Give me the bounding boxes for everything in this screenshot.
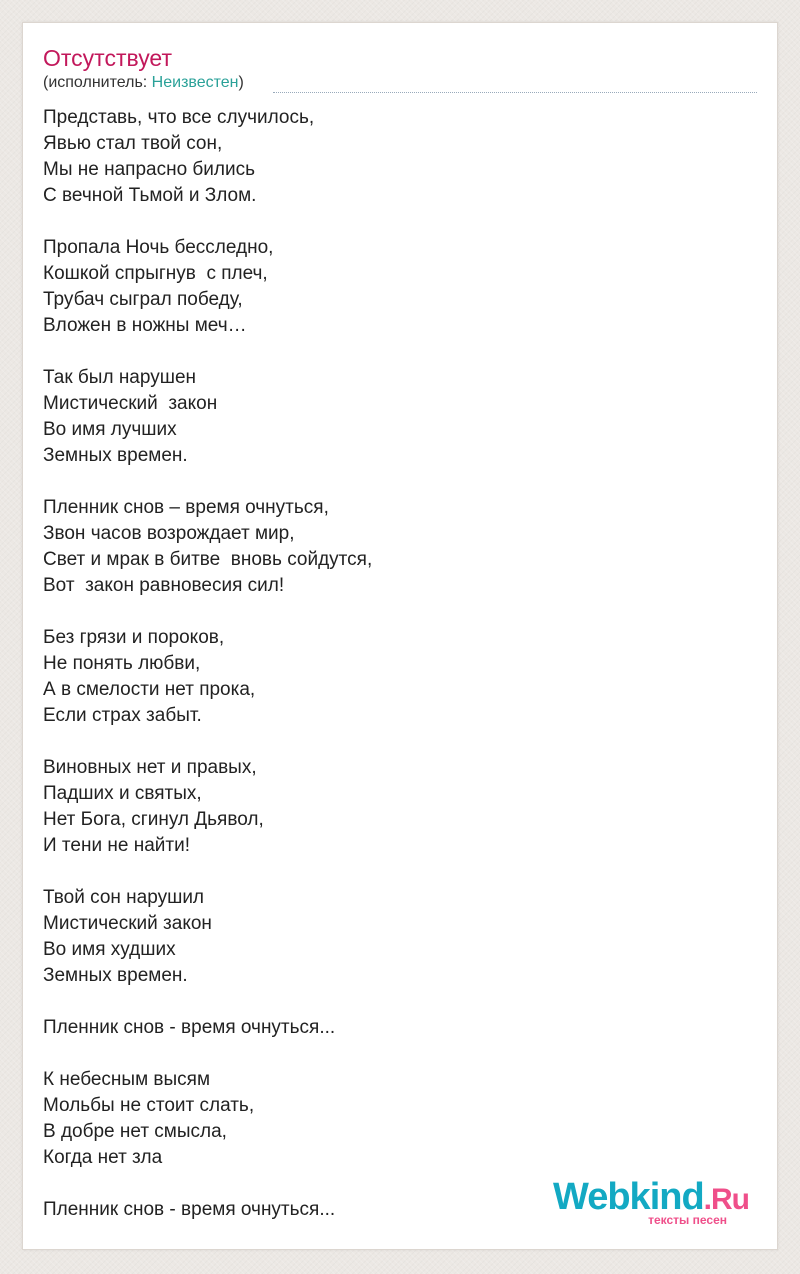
lyrics-stanza-break <box>43 1041 372 1067</box>
lyrics-line: Не понять любви, <box>43 653 201 674</box>
lyrics-line: И тени не найти! <box>43 835 190 856</box>
lyrics-line: Падших и святых, <box>43 783 202 804</box>
lyrics-line: С вечной Тьмой и Злом. <box>43 185 257 206</box>
lyrics-line: Представь, что все случилось, <box>43 107 315 128</box>
lyrics-line: Вот закон равновесия сил! <box>43 575 285 596</box>
lyrics-line: Мы не напрасно бились <box>43 159 256 180</box>
lyrics-body <box>43 105 372 1223</box>
brand-logo[interactable] <box>553 1178 749 1227</box>
lyrics-line: Так был нарушен <box>43 367 197 388</box>
lyrics-line: Пленник снов - время очнуться... <box>43 1199 336 1220</box>
lyrics-line: Пленник снов - время очнуться... <box>43 1017 336 1038</box>
lyrics-stanza-break <box>43 599 372 625</box>
lyrics-line: Земных времен. <box>43 965 188 986</box>
lyrics-line: Мольбы не стоит слать, <box>43 1095 255 1116</box>
lyrics-line: Нет Бога, сгинул Дьявол, <box>43 809 264 830</box>
lyrics-stanza-break <box>43 859 372 885</box>
brand-name-main: Webkind <box>553 1176 704 1218</box>
lyrics-line: Свет и мрак в битве вновь сойдутся, <box>43 549 373 570</box>
song-title: Отсутствует <box>43 45 172 71</box>
lyrics-line: Земных времен. <box>43 445 188 466</box>
lyrics-line: А в смелости нет прока, <box>43 679 256 700</box>
lyrics-line: К небесным высям <box>43 1069 211 1090</box>
lyrics-stanza-break <box>43 729 372 755</box>
lyrics-line: Кошкой спрыгнув с плеч, <box>43 263 268 284</box>
artist-suffix: ) <box>238 74 244 91</box>
lyrics-line: Когда нет зла <box>43 1147 163 1168</box>
lyrics-line: Во имя лучших <box>43 419 177 440</box>
lyrics-line: Во имя худших <box>43 939 176 960</box>
lyrics-line: Трубач сыграл победу, <box>43 289 243 310</box>
lyrics-line: Мистический закон <box>43 913 212 934</box>
lyrics-line: Вложен в ножны меч… <box>43 315 247 336</box>
lyrics-line: Звон часов возрождает мир, <box>43 523 295 544</box>
lyrics-line: Если страх забыт. <box>43 705 202 726</box>
lyrics-stanza-break <box>43 469 372 495</box>
lyrics-line: Виновных нет и правых, <box>43 757 257 778</box>
lyrics-card <box>22 22 778 1250</box>
lyrics-line: Пленник снов – время очнуться, <box>43 497 329 518</box>
lyrics-line: Твой сон нарушил <box>43 887 205 908</box>
brand-tagline: тексты песен <box>648 1213 727 1227</box>
lyrics-stanza-break <box>43 209 372 235</box>
lyrics-stanza-break <box>43 1171 372 1197</box>
artist-line <box>43 73 244 93</box>
lyrics-line: Пропала Ночь бесследно, <box>43 237 274 258</box>
artist-prefix: (исполнитель: <box>43 74 152 91</box>
lyrics-line: В добре нет смысла, <box>43 1121 227 1142</box>
brand-name-tld: .Ru <box>703 1183 749 1216</box>
divider <box>273 92 757 93</box>
lyrics-line: Мистический закон <box>43 393 218 414</box>
lyrics-line: Явью стал твой сон, <box>43 133 223 154</box>
lyrics-line: Без грязи и пороков, <box>43 627 225 648</box>
lyrics-stanza-break <box>43 339 372 365</box>
artist-link[interactable]: Неизвестен <box>151 74 239 91</box>
lyrics-stanza-break <box>43 989 372 1015</box>
